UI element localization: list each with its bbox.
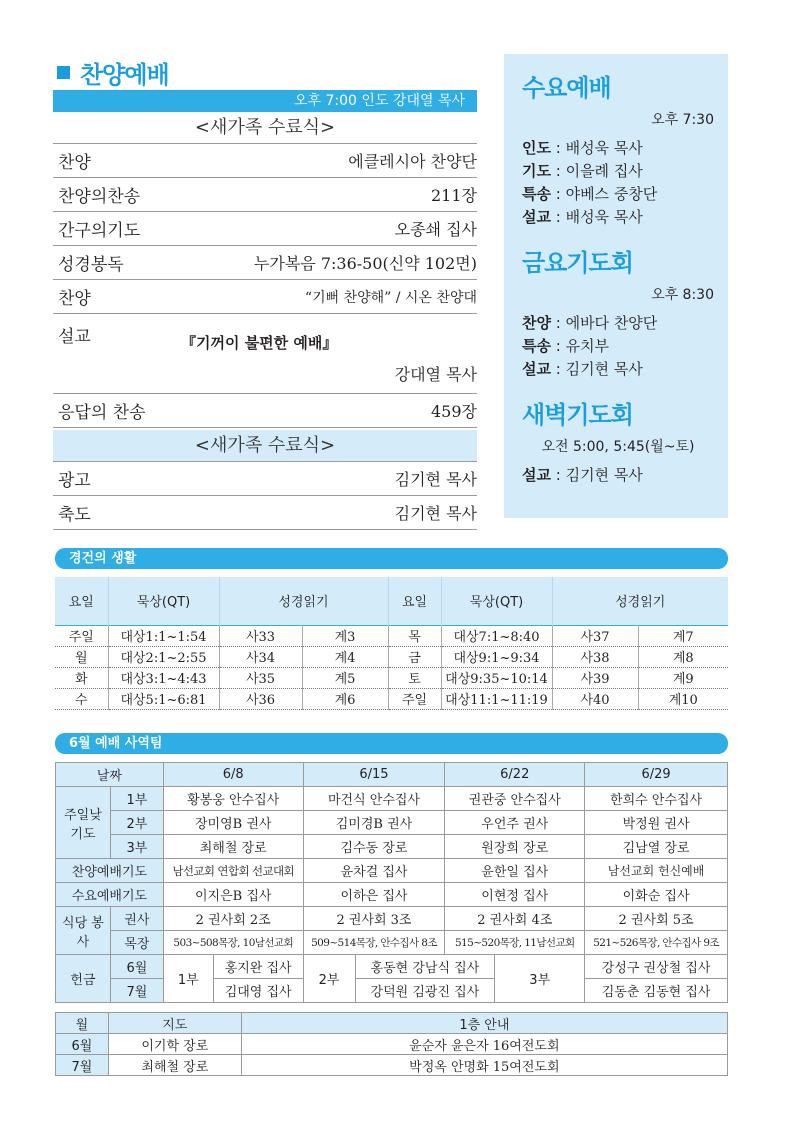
date-label: 날짜 bbox=[56, 763, 164, 787]
guide-cell: 박정옥 안명화 15여전도회 bbox=[241, 1055, 727, 1076]
friday-line: 특송 : 유치부 bbox=[522, 337, 610, 355]
reading-cell: 사38 bbox=[552, 646, 638, 667]
header-cell: 월 bbox=[56, 1013, 109, 1034]
wednesday-line: 설교 : 배성욱 목사 bbox=[522, 208, 643, 226]
month-cell: 6월 bbox=[56, 1034, 109, 1055]
offering-part-label: 1부 bbox=[163, 955, 213, 1003]
table-row bbox=[56, 955, 728, 979]
team-cell: 권관중 안수집사 bbox=[445, 787, 585, 811]
line-value: 이을례 집사 bbox=[565, 162, 643, 180]
devotion-table bbox=[55, 577, 728, 710]
reading-cell: 사35 bbox=[219, 667, 302, 688]
day-cell: 수 bbox=[55, 688, 108, 709]
reading-cell: 대상9:1~9:34 bbox=[441, 646, 552, 667]
ministry-team-table bbox=[55, 762, 728, 1003]
line-value: 김기현 목사 bbox=[565, 466, 643, 484]
day-cell: 주일 bbox=[55, 625, 108, 646]
line-value: 김기현 목사 bbox=[565, 360, 643, 378]
part-label: 3부 bbox=[110, 835, 163, 859]
friday-line: 찬양 : 에바다 찬양단 bbox=[522, 314, 658, 332]
friday-prayer-title: 금요기도회 bbox=[522, 249, 633, 277]
program-label: 찬양 bbox=[58, 289, 91, 309]
program-value: 에클레시아 찬양단 bbox=[348, 152, 477, 171]
team-cell: 황봉웅 안수집사 bbox=[163, 787, 303, 811]
wednesday-line: 인도 : 배성욱 목사 bbox=[522, 139, 643, 157]
team-cell: 509~514목장, 안수집사 8조 bbox=[303, 931, 445, 955]
line-value: 에바다 찬양단 bbox=[565, 314, 658, 332]
team-cell: 김동춘 김동현 집사 bbox=[585, 979, 728, 1003]
header-cell: 성경읽기 bbox=[552, 577, 728, 625]
team-cell: 홍지완 집사 bbox=[213, 955, 303, 979]
square-bullet-icon bbox=[57, 66, 70, 79]
header-cell: 요일 bbox=[388, 577, 441, 625]
reading-cell: 계7 bbox=[638, 625, 728, 646]
reading-cell: 사36 bbox=[219, 688, 302, 709]
reading-cell: 대상9:35~10:14 bbox=[441, 667, 552, 688]
table-row bbox=[55, 646, 728, 667]
response-hymn-row bbox=[53, 394, 477, 428]
wed-prayer-label: 수요예배기도 bbox=[56, 883, 164, 907]
friday-time: 오후 8:30 bbox=[651, 287, 714, 303]
part-label: 권사 bbox=[110, 907, 163, 931]
offering-part-label: 2부 bbox=[303, 955, 355, 1003]
dawn-line: 설교 : 김기현 목사 bbox=[522, 466, 643, 484]
header-cell: 묵상(QT) bbox=[441, 577, 552, 625]
team-section-header: 6월 예배 사역팀 bbox=[55, 733, 728, 754]
team-cell: 남선교회 연합회 선교대회 bbox=[163, 859, 303, 883]
date-cell: 6/8 bbox=[163, 763, 303, 787]
wednesday-service-title: 수요예배 bbox=[522, 74, 611, 102]
table-row bbox=[56, 931, 728, 955]
table-row bbox=[56, 787, 728, 811]
program-value: 누가복음 7:36-50(신약 102면) bbox=[253, 254, 477, 273]
reading-cell: 사40 bbox=[552, 688, 638, 709]
guide-cell: 윤순자 윤은자 16여전도회 bbox=[241, 1034, 727, 1055]
reading-cell: 대상3:1~4:43 bbox=[108, 667, 219, 688]
program-label: 응답의 찬송 bbox=[58, 403, 146, 423]
team-cell: 김남열 장로 bbox=[585, 835, 728, 859]
program-row bbox=[53, 246, 477, 280]
day-cell: 금 bbox=[388, 646, 441, 667]
day-cell: 목 bbox=[388, 625, 441, 646]
table-row bbox=[56, 1055, 728, 1076]
day-cell: 토 bbox=[388, 667, 441, 688]
reading-cell: 계9 bbox=[638, 667, 728, 688]
program-row bbox=[53, 144, 477, 178]
reading-cell: 계10 bbox=[638, 688, 728, 709]
reading-cell: 대상7:1~8:40 bbox=[441, 625, 552, 646]
weekday-services-panel bbox=[504, 54, 728, 518]
table-row bbox=[56, 835, 728, 859]
header-cell: 1층 안내 bbox=[241, 1013, 727, 1034]
reading-cell: 대상11:1~11:19 bbox=[441, 688, 552, 709]
team-cell: 남선교회 헌신예배 bbox=[585, 859, 728, 883]
team-cell: 마건식 안수집사 bbox=[303, 787, 445, 811]
table-row bbox=[56, 979, 728, 1003]
sermon-row bbox=[53, 314, 477, 394]
line-key: 인도 bbox=[522, 139, 551, 157]
line-key: 찬양 bbox=[522, 314, 551, 332]
team-cell: 박정원 권사 bbox=[585, 811, 728, 835]
line-key: 설교 bbox=[522, 208, 551, 226]
table-row bbox=[56, 859, 728, 883]
program-label: 축도 bbox=[58, 505, 91, 525]
program-label: 광고 bbox=[58, 471, 91, 491]
team-cell: 원장희 장로 bbox=[445, 835, 585, 859]
program-value: 오종쇄 집사 bbox=[394, 220, 477, 239]
line-key: 설교 bbox=[522, 466, 551, 484]
table-row bbox=[55, 625, 728, 646]
line-value: 배성욱 목사 bbox=[565, 139, 643, 157]
offering-label: 헌금 bbox=[56, 955, 111, 1003]
team-cell: 2 권사회 3조 bbox=[303, 907, 445, 931]
table-row bbox=[56, 907, 728, 931]
team-cell: 최해철 장로 bbox=[163, 835, 303, 859]
team-cell: 우언주 권사 bbox=[445, 811, 585, 835]
table-row bbox=[55, 688, 728, 709]
line-key: 특송 bbox=[522, 337, 551, 355]
part-label: 목장 bbox=[110, 931, 163, 955]
header-cell: 요일 bbox=[55, 577, 108, 625]
part-label: 2부 bbox=[110, 811, 163, 835]
header-cell: 묵상(QT) bbox=[108, 577, 219, 625]
team-cell: 이지은B 집사 bbox=[163, 883, 303, 907]
reading-cell: 대상5:1~6:81 bbox=[108, 688, 219, 709]
header-cell: 지도 bbox=[108, 1013, 241, 1034]
table-row bbox=[55, 667, 728, 688]
team-cell: 홍동현 강남식 집사 bbox=[355, 955, 495, 979]
reading-cell: 사37 bbox=[552, 625, 638, 646]
program-row bbox=[53, 496, 477, 530]
guide-cell: 이기학 장로 bbox=[108, 1034, 241, 1055]
day-cell: 화 bbox=[55, 667, 108, 688]
worship-info-bar: 오후 7:00 인도 강대열 목사 bbox=[53, 90, 477, 112]
wednesday-line: 기도 : 이을례 집사 bbox=[522, 162, 643, 180]
praise-prayer-label: 찬양예배기도 bbox=[56, 859, 164, 883]
table-row bbox=[56, 1034, 728, 1055]
team-cell: 윤한일 집사 bbox=[445, 859, 585, 883]
line-key: 설교 bbox=[522, 360, 551, 378]
month-label: 7월 bbox=[110, 979, 163, 1003]
team-cell: 윤차걸 집사 bbox=[303, 859, 445, 883]
line-key: 특송 bbox=[522, 185, 551, 203]
wednesday-line: 특송 : 야베스 중창단 bbox=[522, 185, 658, 203]
team-cell: 2 권사회 5조 bbox=[585, 907, 728, 931]
part-label: 1부 bbox=[110, 787, 163, 811]
table-row bbox=[56, 763, 728, 787]
table-row bbox=[56, 883, 728, 907]
program-value: 459장 bbox=[431, 402, 477, 421]
program-label: 간구의기도 bbox=[58, 221, 141, 241]
program-value: “기뻐 찬양해” / 시온 찬양대 bbox=[304, 289, 477, 306]
line-value: 야베스 중창단 bbox=[565, 185, 658, 203]
dawn-time: 오전 5:00, 5:45(월~토) bbox=[541, 439, 695, 455]
meal-service-label: 식당 봉사 bbox=[56, 907, 111, 955]
dawn-prayer-title: 새벽기도회 bbox=[522, 401, 633, 429]
team-cell: 장미영B 권사 bbox=[163, 811, 303, 835]
guide-table bbox=[55, 1012, 728, 1076]
reading-cell: 사34 bbox=[219, 646, 302, 667]
friday-line: 설교 : 김기현 목사 bbox=[522, 360, 643, 378]
team-cell: 2 권사회 2조 bbox=[163, 907, 303, 931]
table-row bbox=[56, 1013, 728, 1034]
reading-cell: 대상2:1~2:55 bbox=[108, 646, 219, 667]
ceremony-heading-2: <새가족 수료식> bbox=[53, 430, 477, 462]
reading-cell: 계8 bbox=[638, 646, 728, 667]
team-cell: 강성구 권상철 집사 bbox=[585, 955, 728, 979]
date-cell: 6/29 bbox=[585, 763, 728, 787]
reading-cell: 계5 bbox=[302, 667, 388, 688]
wednesday-time: 오후 7:30 bbox=[651, 112, 714, 128]
team-cell: 김미경B 권사 bbox=[303, 811, 445, 835]
sermon-title: 『기꺼이 불편한 예배』 bbox=[181, 334, 338, 352]
header-cell: 성경읽기 bbox=[219, 577, 388, 625]
program-value: 211장 bbox=[431, 186, 477, 205]
devotion-header-row bbox=[55, 577, 728, 625]
line-key: 기도 bbox=[522, 162, 551, 180]
team-cell: 이화순 집사 bbox=[585, 883, 728, 907]
date-cell: 6/15 bbox=[303, 763, 445, 787]
program-label: 찬양 bbox=[58, 153, 91, 173]
program-label: 찬양의찬송 bbox=[58, 187, 141, 207]
worship-title: 찬양예배 bbox=[80, 60, 169, 89]
sermon-label: 설교 bbox=[58, 327, 91, 347]
devotion-section-header: 경건의 생활 bbox=[55, 548, 728, 569]
reading-cell: 계3 bbox=[302, 625, 388, 646]
program-label: 성경봉독 bbox=[58, 255, 124, 275]
reading-cell: 대상1:1~1:54 bbox=[108, 625, 219, 646]
line-value: 배성욱 목사 bbox=[565, 208, 643, 226]
worship-title-row bbox=[53, 55, 477, 89]
program-value: 김기현 목사 bbox=[394, 504, 477, 523]
line-value: 유치부 bbox=[565, 337, 610, 355]
reading-cell: 사39 bbox=[552, 667, 638, 688]
offering-part-label: 3부 bbox=[495, 955, 585, 1003]
reading-cell: 계4 bbox=[302, 646, 388, 667]
team-cell: 515~520목장, 11남선교회 bbox=[445, 931, 585, 955]
ceremony-heading-1: <새가족 수료식> bbox=[53, 112, 477, 144]
program-value: 김기현 목사 bbox=[394, 470, 477, 489]
worship-program bbox=[53, 55, 477, 530]
day-cell: 주일 bbox=[388, 688, 441, 709]
day-cell: 월 bbox=[55, 646, 108, 667]
sermon-preacher: 강대열 목사 bbox=[394, 365, 477, 384]
program-row bbox=[53, 462, 477, 496]
reading-cell: 계6 bbox=[302, 688, 388, 709]
team-cell: 이현정 집사 bbox=[445, 883, 585, 907]
team-cell: 강덕원 김광진 집사 bbox=[355, 979, 495, 1003]
sunday-prayer-label: 주일낮 기도 bbox=[56, 787, 111, 859]
program-row bbox=[53, 178, 477, 212]
team-cell: 521~526목장, 안수집사 9조 bbox=[585, 931, 728, 955]
guide-cell: 최해철 장로 bbox=[108, 1055, 241, 1076]
reading-cell: 사33 bbox=[219, 625, 302, 646]
team-cell: 김대영 집사 bbox=[213, 979, 303, 1003]
date-cell: 6/22 bbox=[445, 763, 585, 787]
month-label: 6월 bbox=[110, 955, 163, 979]
team-cell: 503~508목장, 10남선교회 bbox=[163, 931, 303, 955]
program-row bbox=[53, 212, 477, 246]
team-cell: 이하은 집사 bbox=[303, 883, 445, 907]
team-cell: 2 권사회 4조 bbox=[445, 907, 585, 931]
team-cell: 한희수 안수집사 bbox=[585, 787, 728, 811]
table-row bbox=[56, 811, 728, 835]
program-row bbox=[53, 280, 477, 314]
team-cell: 김수동 장로 bbox=[303, 835, 445, 859]
month-cell: 7월 bbox=[56, 1055, 109, 1076]
